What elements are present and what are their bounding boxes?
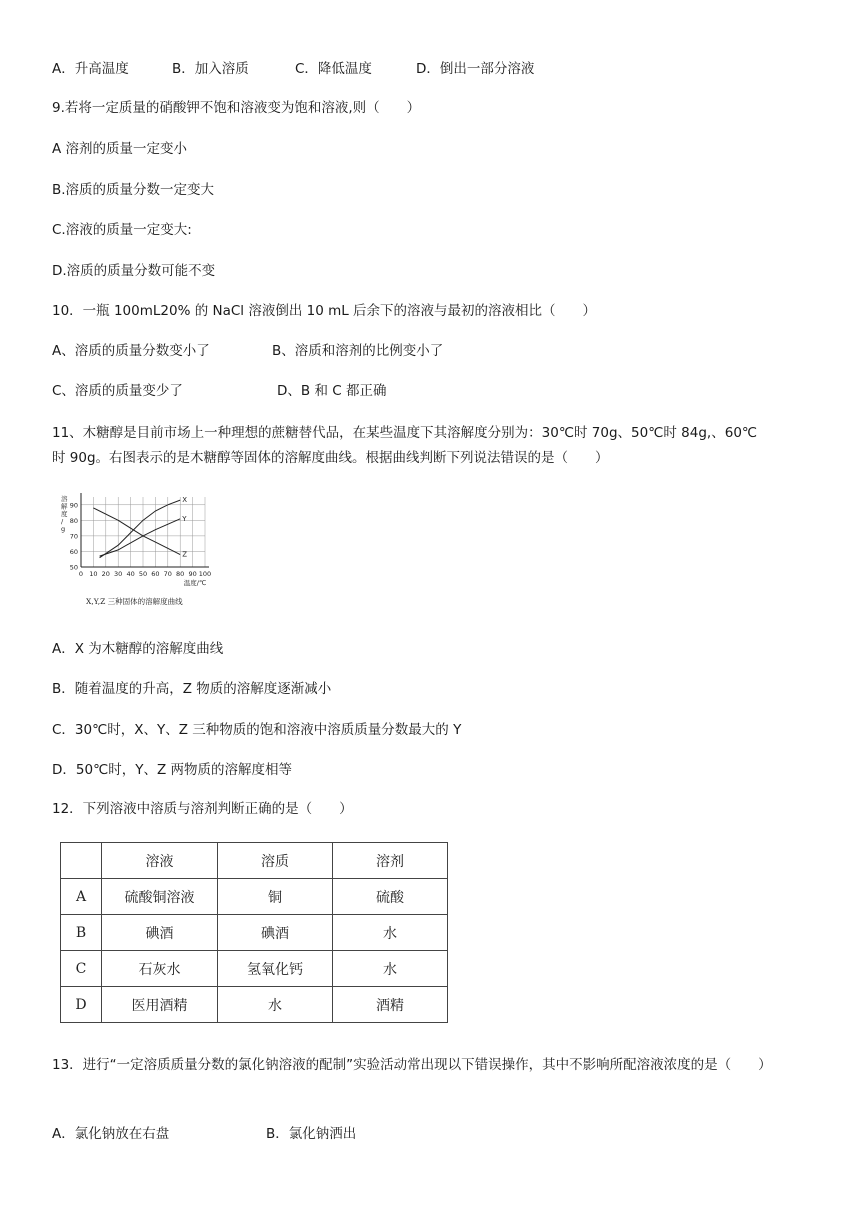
- q12-stem: 12．下列溶液中溶质与溶剂判断正确的是（ ）: [52, 801, 353, 817]
- y-tick-label: 60: [69, 547, 78, 556]
- table-cell: 水: [333, 951, 448, 987]
- table-header-cell: [61, 843, 102, 879]
- table-cell: 硫酸: [333, 879, 448, 915]
- table-cell: 石灰水: [102, 951, 218, 987]
- table-cell: 碘酒: [102, 915, 218, 951]
- table-row: [61, 987, 448, 1023]
- table-header-cell: 溶剂: [333, 843, 448, 879]
- table-cell: 硫酸铜溶液: [102, 879, 218, 915]
- q11-option-a: A．X 为木糖醇的溶解度曲线: [52, 641, 224, 657]
- x-tick-label: 40: [126, 570, 135, 578]
- x-axis-label: 温度/℃: [183, 579, 207, 587]
- q11-stem-line2: 时 90g。右图表示的是木糖醇等固体的溶解度曲线。根据曲线判断下列说法错误的是（ ）: [52, 450, 609, 466]
- q8-option-c: C．降低温度: [295, 61, 372, 77]
- table-cell: 医用酒精: [102, 987, 218, 1023]
- table-cell: C: [61, 951, 102, 987]
- y-tick-label: 90: [69, 501, 78, 510]
- q9-option-c: C.溶液的质量一定变大:: [52, 222, 192, 238]
- table-header-row: [61, 843, 448, 879]
- q9-option-a: A 溶剂的质量一定变小: [52, 141, 188, 157]
- x-tick-label: 30: [114, 570, 123, 578]
- x-tick-label: 80: [176, 570, 185, 578]
- x-tick-label: 100: [198, 570, 212, 578]
- table-cell: 氢氧化钙: [218, 951, 333, 987]
- y-tick-label: 80: [69, 516, 78, 525]
- y-tick-label: 50: [69, 563, 78, 572]
- series-line-y: [100, 519, 181, 556]
- q11-stem-line1: 11、木糖醇是目前市场上一种理想的蔗糖替代品，在某些温度下其溶解度分别为：30℃时 70g、50℃时 84g,、60℃: [52, 425, 758, 441]
- y-tick-label: 70: [69, 532, 78, 541]
- x-tick-label: 90: [188, 570, 197, 578]
- q13-option-b: B．氯化钠洒出: [266, 1126, 357, 1142]
- q10-option-a: A、溶质的质量分数变小了: [52, 343, 210, 359]
- x-tick-label: 10: [89, 570, 98, 578]
- q13-option-a: A．氯化钠放在右盘: [52, 1126, 170, 1142]
- series-label-x: X: [182, 496, 187, 505]
- q11-option-b: B．随着温度的升高，Z 物质的溶解度逐渐减小: [52, 681, 332, 697]
- table-cell: 水: [333, 915, 448, 951]
- q10-stem: 10．一瓶 100mL20% 的 NaCl 溶液倒出 10 mL 后余下的溶液与最初的溶液相比（ ）: [52, 303, 597, 319]
- table-cell: A: [61, 879, 102, 915]
- series-line-z: [93, 508, 180, 555]
- q8-option-d: D．倒出一部分溶液: [416, 61, 535, 77]
- chart-caption: X,Y,Z 三种固体的溶解度曲线: [86, 597, 183, 606]
- table-cell: D: [61, 987, 102, 1023]
- q13-stem: 13．进行“一定溶质质量分数的氯化钠溶液的配制”实验活动常出现以下错误操作，其中不影响所配溶液浓度的是（ ）: [52, 1057, 772, 1073]
- table-cell: B: [61, 915, 102, 951]
- x-tick-label: 0: [78, 570, 84, 578]
- y-axis-label: 溶解度/ g: [61, 495, 68, 533]
- q10-option-b: B、溶质和溶剂的比例变小了: [272, 343, 444, 359]
- q9-option-b: B.溶质的质量分数一定变大: [52, 182, 215, 198]
- table-cell: 水: [218, 987, 333, 1023]
- q11-option-c: C．30℃时，X、Y、Z 三种物质的饱和溶液中溶质质量分数最大的 Y: [52, 722, 462, 738]
- x-tick-label: 60: [151, 570, 160, 578]
- q9-option-d: D.溶质的质量分数可能不变: [52, 263, 216, 279]
- x-tick-label: 70: [163, 570, 172, 578]
- q9-stem: 9.若将一定质量的硝酸钾不饱和溶液变为饱和溶液,则（ ）: [52, 100, 421, 116]
- table-header-cell: 溶质: [218, 843, 333, 879]
- q11-option-d: D．50℃时，Y、Z 两物质的溶解度相等: [52, 762, 293, 778]
- table-row: [61, 951, 448, 987]
- q10-option-c: C、溶质的质量变少了: [52, 383, 183, 399]
- x-tick-label: 20: [101, 570, 110, 578]
- q8-option-a: A．升高温度: [52, 61, 129, 77]
- table-header-cell: 溶液: [102, 843, 218, 879]
- solute-solvent-table: [60, 842, 448, 1023]
- series-label-z: Z: [182, 550, 187, 559]
- q10-option-d: D、B 和 C 都正确: [277, 383, 387, 399]
- q8-option-b: B．加入溶质: [172, 61, 249, 77]
- table-cell: 碘酒: [218, 915, 333, 951]
- table-row: [61, 915, 448, 951]
- solubility-chart: [55, 487, 215, 595]
- x-tick-label: 50: [138, 570, 148, 578]
- table-row: [61, 879, 448, 915]
- series-label-y: Y: [182, 514, 187, 523]
- table-cell: 酒精: [333, 987, 448, 1023]
- table-cell: 铜: [218, 879, 333, 915]
